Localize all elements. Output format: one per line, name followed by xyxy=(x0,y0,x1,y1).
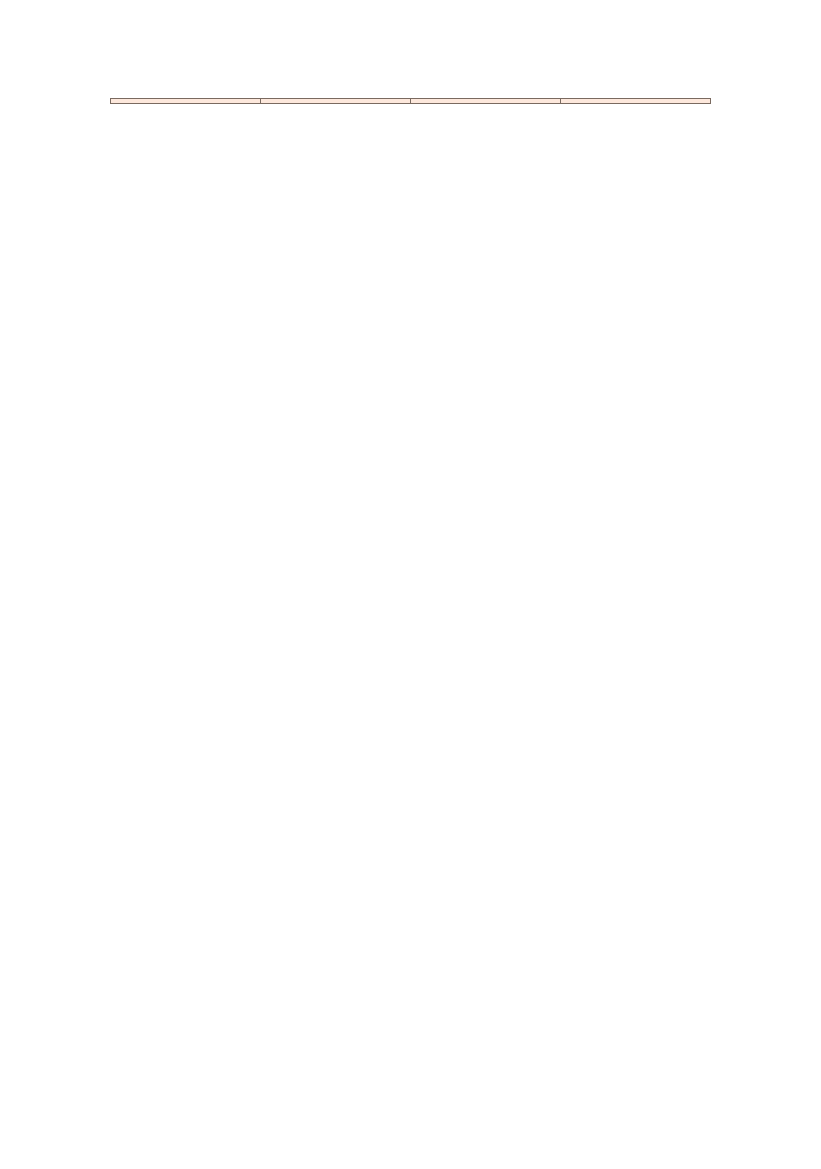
header-meaning-1 xyxy=(261,99,411,104)
vocabulary-table-container xyxy=(110,98,710,104)
vocabulary-table xyxy=(110,98,711,104)
header-row xyxy=(111,99,711,104)
header-adjectives-1 xyxy=(111,99,261,104)
header-meaning-2 xyxy=(561,99,711,104)
header-adjectives-2 xyxy=(411,99,561,104)
